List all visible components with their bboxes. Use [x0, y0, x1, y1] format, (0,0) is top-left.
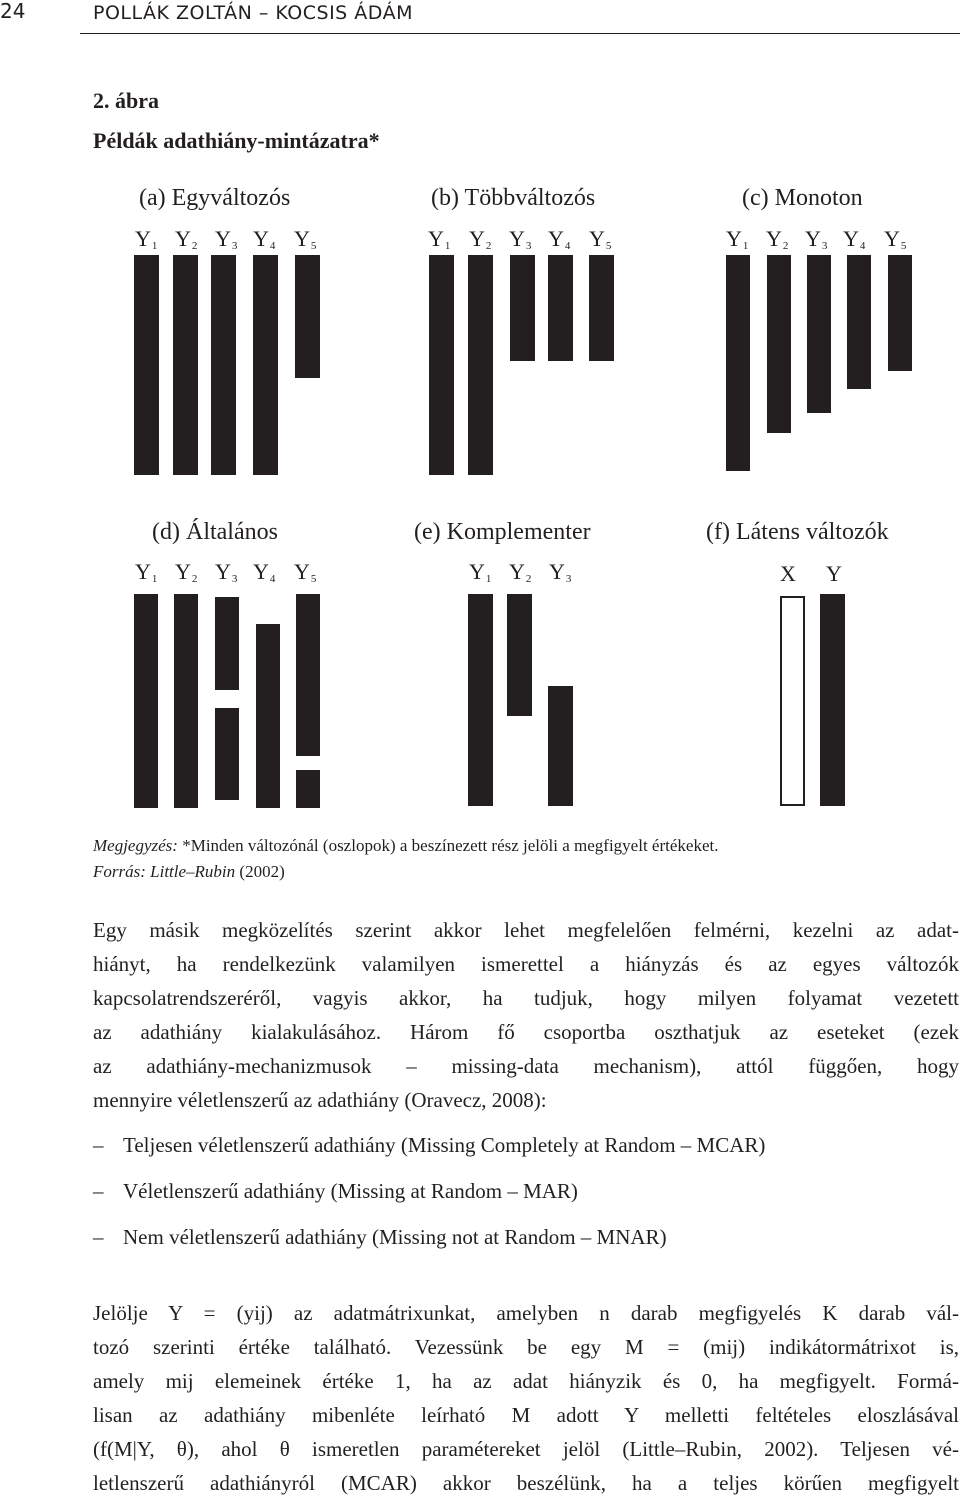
variable-label-f-x: X	[780, 561, 796, 586]
page-header	[0, 0, 960, 34]
figure-source	[93, 862, 285, 882]
paragraph-line: Egy másik megközelítés szerint akkor lehet megfelelően felmérni, kezelni az adat-	[93, 918, 959, 942]
paragraph-line: hiányt, ha rendelkezünk valamilyen ismerettel a hiányzás és az egyes változók	[93, 952, 959, 976]
note-text: *Minden változónál (oszlopok) a beszínezett rész jelöli a megfigyelt értékeket.	[177, 836, 719, 855]
paragraph-line: letlenszerű adathiányról (MCAR) akkor beszélünk, ha a teljes körűen megfigyelt	[93, 1471, 959, 1495]
observed-bar-c-5	[888, 255, 912, 371]
observed-bar-d-1	[134, 594, 158, 808]
list-item-mnar	[93, 1225, 667, 1250]
panel-title-a: (a) Egyváltozós	[139, 185, 291, 211]
paragraph-line: az adathiány-mechanizmusok – missing-data mechanism), attól függően, hogy	[93, 1054, 959, 1078]
variable-label-f-y: Y	[826, 561, 842, 586]
variable-label-b-y2: $Y_2$	[469, 226, 492, 252]
observed-bar-e-2	[507, 594, 532, 716]
paragraph-line: kapcsolatrendszeréről, vagyis akkor, ha tudjuk, hogy milyen folyamat vezetett	[93, 986, 959, 1010]
observed-bar-b-2	[468, 255, 493, 475]
note-label: Megjegyzés:	[93, 836, 178, 855]
observed-bar-c-3	[807, 255, 831, 413]
observed-bar-c-2	[767, 255, 791, 433]
observed-bar-e-1	[468, 594, 493, 806]
list-item-mcar	[93, 1133, 765, 1158]
observed-bar-a-3	[211, 255, 236, 475]
page-number: 24	[0, 0, 26, 23]
observed-bar-d-6	[174, 718, 198, 808]
list-item-text: Nem véletlenszerű adathiány (Missing not at Random – MNAR)	[123, 1225, 667, 1249]
variable-label-e-y3: $Y_3$	[549, 559, 572, 585]
observed-bar-b-5	[589, 255, 614, 361]
variable-label-c-y3: $Y_3$	[805, 226, 828, 252]
observed-bar-a-2	[173, 255, 198, 475]
running-head: POLLÁK ZOLTÁN – KOCSIS ÁDÁM	[93, 2, 413, 24]
body-paragraph-2	[93, 1296, 959, 1500]
variable-label-c-y1: $Y_1$	[726, 226, 749, 252]
source-year: (2002)	[235, 862, 285, 881]
observed-bar-f-1	[780, 596, 805, 806]
variable-label-a-y5: $Y_5$	[294, 226, 317, 252]
variable-label-d-y1: $Y_1$	[135, 559, 158, 585]
source-label: Forrás: Little–Rubin	[93, 862, 236, 881]
paragraph-line: az adathiány kialakulásához. Három fő csoportba oszthatjuk az eseteket (ezek	[93, 1020, 959, 1044]
observed-bar-a-1	[134, 255, 159, 475]
variable-label-b-y3: $Y_3$	[509, 226, 532, 252]
panel-title-b: (b) Többváltozós	[431, 185, 596, 211]
list-item-text: Véletlenszerű adathiány (Missing at Random – MAR)	[123, 1179, 578, 1203]
figure-title: Példák adathiány-mintázatra*	[93, 128, 380, 153]
paragraph-line: Jelölje Y = (yij) az adatmátrixunkat, amelyben n darab megfigyelés K darab vál-	[93, 1301, 959, 1325]
observed-bar-e-3	[548, 686, 573, 806]
variable-label-c-y4: $Y_4$	[843, 226, 866, 252]
variable-label-b-y5: $Y_5$	[589, 226, 612, 252]
list-item-text: Teljesen véletlenszerű adathiány (Missing Completely at Random – MCAR)	[123, 1133, 766, 1157]
paragraph-line: (f(M|Y, θ), ahol θ ismeretlen paramétereket jelöl (Little–Rubin, 2002). Teljesen vé-	[93, 1437, 959, 1461]
observed-bar-d-5	[296, 594, 320, 756]
paragraph-line: mennyire véletlenszerű az adathiány (Oravecz, 2008):	[93, 1088, 547, 1112]
variable-label-a-y3: $Y_3$	[215, 226, 238, 252]
body-paragraph-1	[93, 913, 959, 1117]
observed-bar-d-4	[256, 624, 280, 808]
variable-label-a-y1: $Y_1$	[135, 226, 158, 252]
variable-label-e-y2: $Y_2$	[509, 559, 532, 585]
header-rule	[80, 33, 960, 34]
variable-label-d-y5: $Y_5$	[294, 559, 317, 585]
list-dash: –	[93, 1179, 104, 1203]
observed-bar-d-8	[296, 770, 320, 808]
variable-label-d-y2: $Y_2$	[175, 559, 198, 585]
observed-bar-b-4	[548, 255, 573, 361]
variable-label-b-y4: $Y_4$	[548, 226, 571, 252]
figure-note	[93, 836, 718, 856]
variable-label-a-y4: $Y_4$	[253, 226, 276, 252]
panel-title-d: (d) Általános	[152, 519, 278, 545]
paragraph-line: amely mij elemeinek értéke 1, ha az adat hiányzik és 0, ha megfigyelt. Formá-	[93, 1369, 959, 1393]
panel-title-f: (f) Látens változók	[706, 519, 889, 545]
variable-label-d-y4: $Y_4$	[253, 559, 276, 585]
panel-title-e: (e) Komplementer	[414, 519, 591, 545]
observed-bar-c-4	[847, 255, 871, 389]
paragraph-line: lisan az adathiány mibenléte leírható M adott Y melletti feltételes eloszlásával	[93, 1403, 959, 1427]
observed-bar-a-4	[253, 255, 278, 475]
observed-bar-c-1	[726, 255, 750, 471]
observed-bar-b-3	[510, 255, 535, 361]
variable-label-c-y2: $Y_2$	[766, 226, 789, 252]
variable-label-c-y5: $Y_5$	[884, 226, 907, 252]
observed-bar-a-5	[295, 255, 320, 378]
observed-bar-b-1	[429, 255, 454, 475]
variable-label-d-y3: $Y_3$	[215, 559, 238, 585]
figure-number: 2. ábra	[93, 88, 159, 113]
observed-bar-d-3	[215, 597, 239, 690]
panel-title-c: (c) Monoton	[742, 185, 863, 211]
list-dash: –	[93, 1133, 104, 1157]
list-dash: –	[93, 1225, 104, 1249]
observed-bar-d-7	[215, 708, 239, 800]
variable-label-e-y1: $Y_1$	[469, 559, 492, 585]
observed-bar-f-2	[820, 594, 845, 806]
variable-label-a-y2: $Y_2$	[175, 226, 198, 252]
list-item-mar	[93, 1179, 578, 1204]
variable-label-b-y1: $Y_1$	[428, 226, 451, 252]
paragraph-line: tozó szerinti értéke található. Vezessünk be egy M = (mij) indikátormátrixot is,	[93, 1335, 959, 1359]
